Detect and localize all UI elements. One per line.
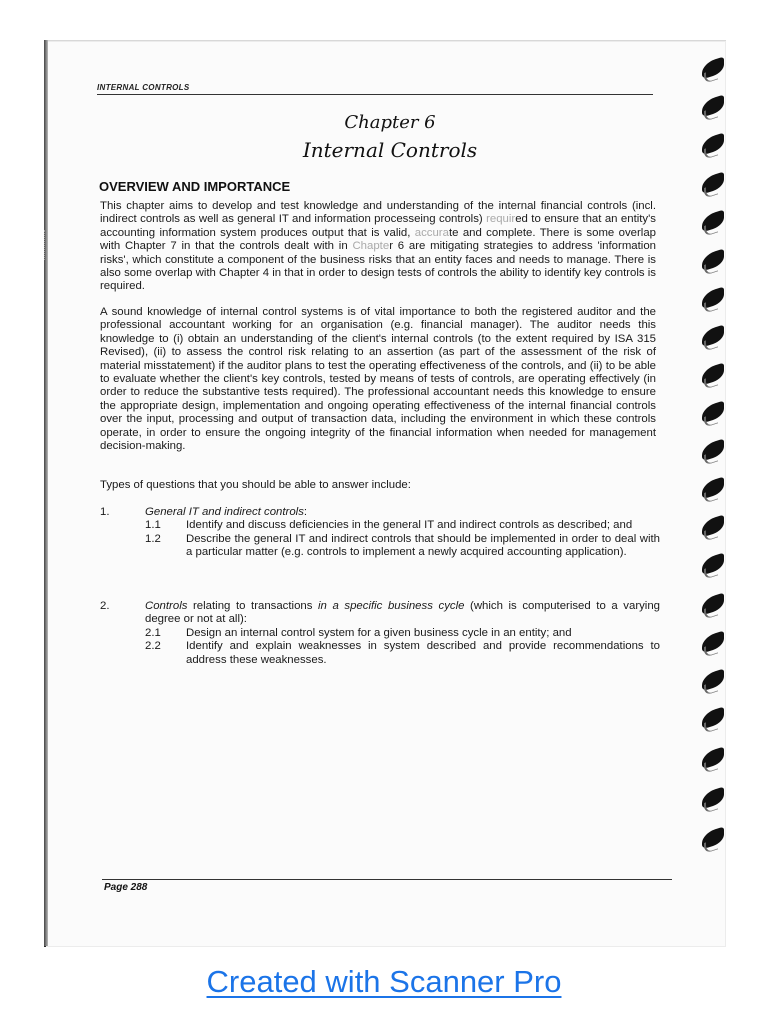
binding-ring bbox=[702, 324, 724, 347]
paragraph-intro bbox=[100, 200, 656, 294]
binding-ring bbox=[702, 94, 724, 117]
paragraph-text: r 6 are mitigating strategies to address 'information risks', which constitute a component of the business risks that an entity faces and needs to manage. There is also some overlap with Chapter 4 in that in order to design tests of controls the ability to identify key controls is required. bbox=[100, 240, 657, 293]
sub-item-number: 2.1 bbox=[145, 626, 161, 639]
question-heading bbox=[100, 600, 660, 627]
question-number: 1. bbox=[100, 506, 110, 518]
chapter-number: Chapter 6 bbox=[344, 112, 436, 133]
binding-ring bbox=[702, 630, 724, 653]
question-title bbox=[145, 600, 660, 627]
faded-text: accura bbox=[414, 226, 449, 239]
binding-ring bbox=[702, 286, 724, 309]
question-heading bbox=[100, 506, 660, 519]
sub-item-text: Identify and discuss deficiencies in the general IT and indirect controls as described; and bbox=[186, 519, 633, 532]
sub-item bbox=[145, 627, 660, 640]
sub-item bbox=[145, 519, 660, 532]
binding-ring bbox=[702, 248, 724, 271]
binding-ring bbox=[702, 400, 724, 423]
sub-item-number: 1.1 bbox=[145, 519, 161, 532]
binding-ring bbox=[702, 552, 724, 575]
binding-ring bbox=[702, 668, 724, 691]
question-title-text: (which is computerised to a varying degree or not at all): bbox=[145, 600, 661, 626]
question-title bbox=[145, 506, 660, 519]
question-item bbox=[100, 506, 660, 560]
sub-item-number: 1.2 bbox=[145, 532, 161, 545]
paragraph-text: te and complete. There is some overlap with Chapter 7 in that the controls dealt with in bbox=[100, 226, 656, 253]
question-item bbox=[100, 600, 660, 667]
binding-ring bbox=[702, 438, 724, 461]
sub-item-text: Describe the general IT and indirect controls that should be implemented in order to deal with a particular matter (e.g. controls to implement a newly acquired accounting application). bbox=[186, 532, 660, 559]
binding-ring bbox=[702, 826, 724, 849]
faded-text: Chapte bbox=[352, 240, 390, 253]
paragraph-importance: A sound knowledge of internal control systems is of vital importance to both the registered auditor and the professional accountant working for an organisation (e.g. financial manager). The auditor needs this knowledge to (i) obtain an understanding of the client's internal controls (to the extent required by ISA 315 Revised), (ii) to assess the control risk relating to an assertion (as part of the assessment of the risk of material misstatement) if the auditor plans to test the operating effectiveness of the controls, and (ii) to be able to evaluate whether the client's key controls, tested by means of tests of controls, are operating effectively (in order to reduce the substantive tests required). The professional accountant needs this knowledge to ensure the appropriate design, implementation and ongoing operating effectiveness of the internal financial controls over the input, processing and output of transaction data, including the environment in which these controls operate, in order to ensure the ongoing integrity of the financial information when needed for management decision-making. bbox=[100, 306, 656, 453]
binding-ring bbox=[702, 476, 724, 499]
document-page bbox=[44, 40, 726, 947]
sub-item bbox=[145, 640, 660, 667]
binding-ring bbox=[702, 56, 724, 79]
paragraph-text: This chapter aims to develop and test knowledge and understanding of the internal financial controls (incl. indirect controls as well as general IT and information processeing controls) bbox=[100, 200, 656, 226]
running-head: INTERNAL CONTROLS bbox=[97, 83, 653, 95]
question-title-suffix: : bbox=[303, 506, 308, 518]
page-number: Page 288 bbox=[104, 882, 148, 893]
question-title-italic: Controls bbox=[145, 600, 188, 612]
paragraph-text: ed to ensure that an entity's accounting information system produces output that is valid, bbox=[100, 213, 656, 239]
sub-item-text: Design an internal control system for a given business cycle in an entity; and bbox=[186, 626, 572, 639]
margin-mark bbox=[44, 230, 53, 260]
binding-ring bbox=[702, 209, 724, 232]
chapter-title bbox=[240, 110, 540, 164]
question-title-italic: in a specific business cycle bbox=[318, 600, 465, 612]
paragraph-question-types: Types of questions that you should be able to answer include: bbox=[100, 479, 411, 491]
binding-ring bbox=[702, 171, 724, 194]
section-heading: OVERVIEW AND IMPORTANCE bbox=[99, 179, 291, 194]
binding-ring bbox=[702, 514, 724, 537]
sub-item bbox=[145, 533, 660, 560]
binding-ring bbox=[702, 786, 724, 809]
binding-ring bbox=[702, 362, 724, 385]
binding-ring bbox=[702, 706, 724, 729]
footer-rule bbox=[102, 879, 672, 880]
binding-ring bbox=[702, 746, 724, 769]
question-title-text: relating to transactions bbox=[187, 600, 319, 612]
question-title-italic: General IT and indirect controls bbox=[145, 506, 304, 518]
scanner-pro-link[interactable]: Created with Scanner Pro bbox=[206, 964, 562, 999]
sub-item-text: Identify and explain weaknesses in system described and provide recommendations to address these weaknesses. bbox=[186, 640, 660, 666]
binding-ring bbox=[702, 592, 724, 615]
faded-text: requir bbox=[486, 213, 516, 226]
binding-ring bbox=[702, 132, 724, 155]
page-left-edge bbox=[44, 40, 48, 946]
spiral-binding bbox=[698, 42, 728, 942]
chapter-name: Internal Controls bbox=[302, 138, 478, 162]
question-number: 2. bbox=[100, 600, 110, 612]
sub-item-number: 2.2 bbox=[145, 640, 161, 653]
